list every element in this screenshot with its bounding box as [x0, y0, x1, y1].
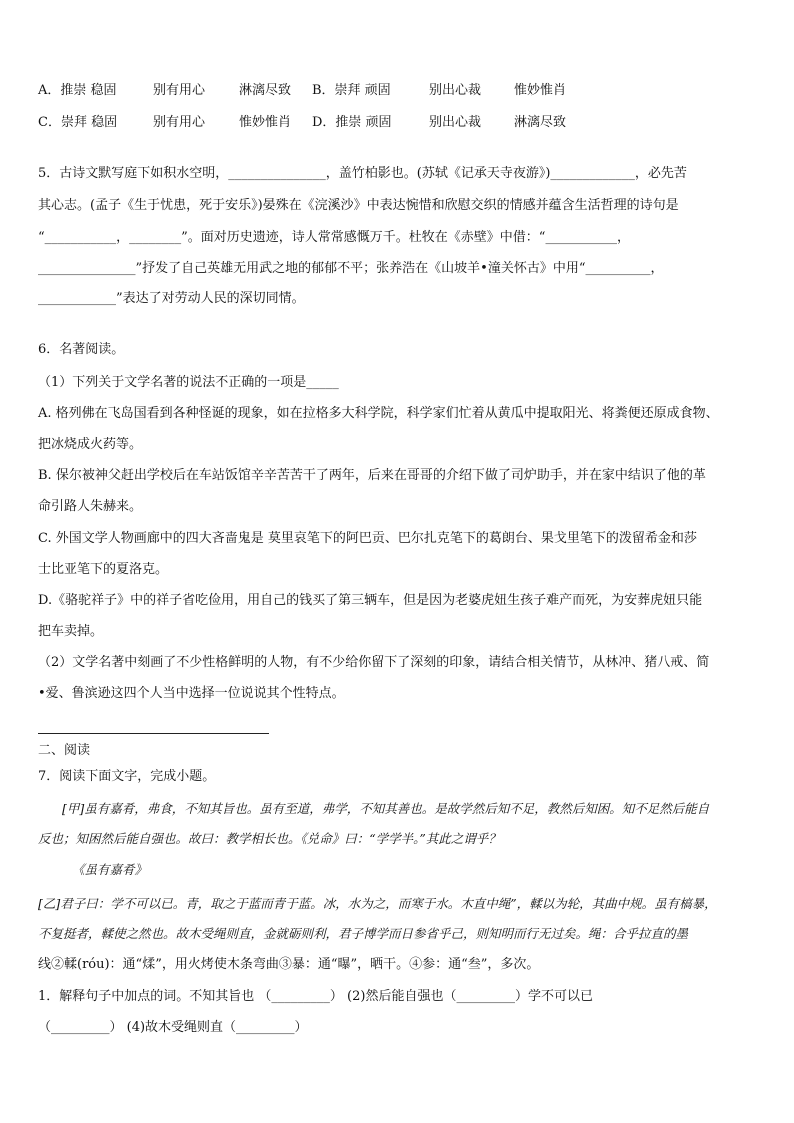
- option-d-word2: 别出心裁: [429, 115, 482, 130]
- option-a-word3: 淋漓尽致: [239, 83, 292, 98]
- q5-line1: 5．古诗文默写庭下如积水空明，_______________，盖竹柏影也。(苏轼《记承天寺夜游》)_____________，必先苦: [38, 166, 687, 181]
- passage-yi-line2: 不复挺者，輮使之然也。故木受绳则直，金就砺则利，君子博学而日参省乎己，则知明而行无过矣。绳：合乎拉直的墨: [38, 926, 689, 941]
- q6-title: 6．名著阅读。: [38, 342, 125, 357]
- answer-line: [38, 733, 269, 734]
- passage-yi-notes: 线②輮(róu)：通“煣”，用火烤使木条弯曲③暴：通“曝”，晒干。④参：通“叁”，多次。: [38, 957, 540, 972]
- passage-yi-line1: [乙]君子曰：学不可以已。青，取之于蓝而青于蓝。冰，水为之，而寒于水。木直中绳”，輮以为轮，其曲中规。虽有槁暴，: [38, 896, 717, 911]
- option-a-label: A．推崇 稳固: [38, 83, 117, 98]
- option-d-word3: 淋漓尽致: [514, 115, 567, 130]
- q6-sub2-line2: •爱、鲁滨逊这四个人当中选择一位说说其个性特点。: [38, 686, 345, 701]
- option-a-word2: 别有用心: [153, 83, 206, 98]
- option-c-label: C．崇拜 稳固: [38, 115, 118, 130]
- passage-jia-line1: [甲]虽有嘉肴，弗食，不知其旨也。虽有至道，弗学，不知其善也。是故学然后知不足，教然后知困。知不足然后能自: [62, 801, 710, 816]
- q5-line2: 其心志。(孟子《生于忧患，死于安乐》)晏殊在《浣溪沙》中表达惋惜和欣慰交织的情感并蕴含生活哲理的诗句是: [38, 198, 679, 213]
- q6-option-b-line1: B. 保尔被神父赶出学校后在车站饭馆辛辛苦苦干了两年，后来在哥哥的介绍下做了司炉助手，并在家中结识了他的革: [38, 468, 706, 483]
- option-d-label: D．推崇 顽固: [312, 115, 392, 130]
- option-b-word3: 惟妙惟肖: [514, 83, 567, 98]
- q5-line5: ____________”表达了对劳动人民的深切同情。: [38, 291, 305, 306]
- q6-sub1: （1）下列关于文学名著的说法不正确的一项是_____: [38, 375, 339, 390]
- option-b-label: B．崇拜 顽固: [312, 83, 391, 98]
- q4-options-row1: [38, 82, 566, 100]
- q6-option-d-line1: D.《骆驼祥子》中的祥子省吃俭用，用自己的钱买了第三辆车，但是因为老婆虎妞生孩子难产而死，为安葬虎妞只能: [38, 593, 703, 608]
- q5-line4: _______________”抒发了自己英雄无用武之地的郁郁不平；张养浩在《山坡羊•潼关怀古》中用“__________，: [38, 261, 664, 276]
- option-c-word3: 惟妙惟肖: [239, 115, 292, 130]
- q6-option-b-line2: 命引路人朱赫来。: [38, 499, 143, 514]
- q7-instruction: 7．阅读下面文字，完成小题。: [38, 769, 216, 784]
- q6-sub2-line1: （2）文学名著中刻画了不少性格鲜明的人物，有不少给你留下了深刻的印象，请结合相关情节，从林冲、猪八戒、简: [38, 655, 710, 670]
- option-b-word2: 别出心裁: [429, 83, 482, 98]
- q6-option-c-line1: C. 外国文学人物画廊中的四大吝啬鬼是 莫里哀笔下的阿巴贡、巴尔扎克笔下的葛朗台、果戈里笔下的泼留希金和莎: [38, 531, 697, 546]
- section2-title: 二、阅读: [38, 743, 91, 758]
- q6-option-a-line2: 把冰烧成火药等。: [38, 437, 143, 452]
- exercise-line2: （_________） (4)故木受绳则直（_________）: [38, 1020, 308, 1035]
- q4-options-row2: [38, 114, 566, 132]
- exercise-line1: 1．解释句子中加点的词。不知其旨也 （_________） (2)然后能自强也（_________）学不可以已: [38, 989, 593, 1004]
- q5-line3: “___________，________”。面对历史遗迹，诗人常常感慨万千。杜牧在《赤壁》中借：“___________，: [38, 230, 630, 245]
- q6-option-d-line2: 把车卖掉。: [38, 624, 104, 639]
- passage-jia-line2: 反也；知困然后能自强也。故曰：教学相长也。《兑命》曰：“学学半。”其此之谓乎？: [38, 831, 501, 846]
- option-c-word2: 别有用心: [153, 115, 206, 130]
- passage-jia-source: 《虽有嘉肴》: [72, 862, 148, 877]
- q6-option-c-line2: 士比亚笔下的夏洛克。: [38, 562, 169, 577]
- q6-option-a-line1: A. 格列佛在飞岛国看到各种怪诞的现象，如在拉格多大科学院，科学家们忙着从黄瓜中提取阳光、将粪便还原成食物、: [38, 406, 719, 421]
